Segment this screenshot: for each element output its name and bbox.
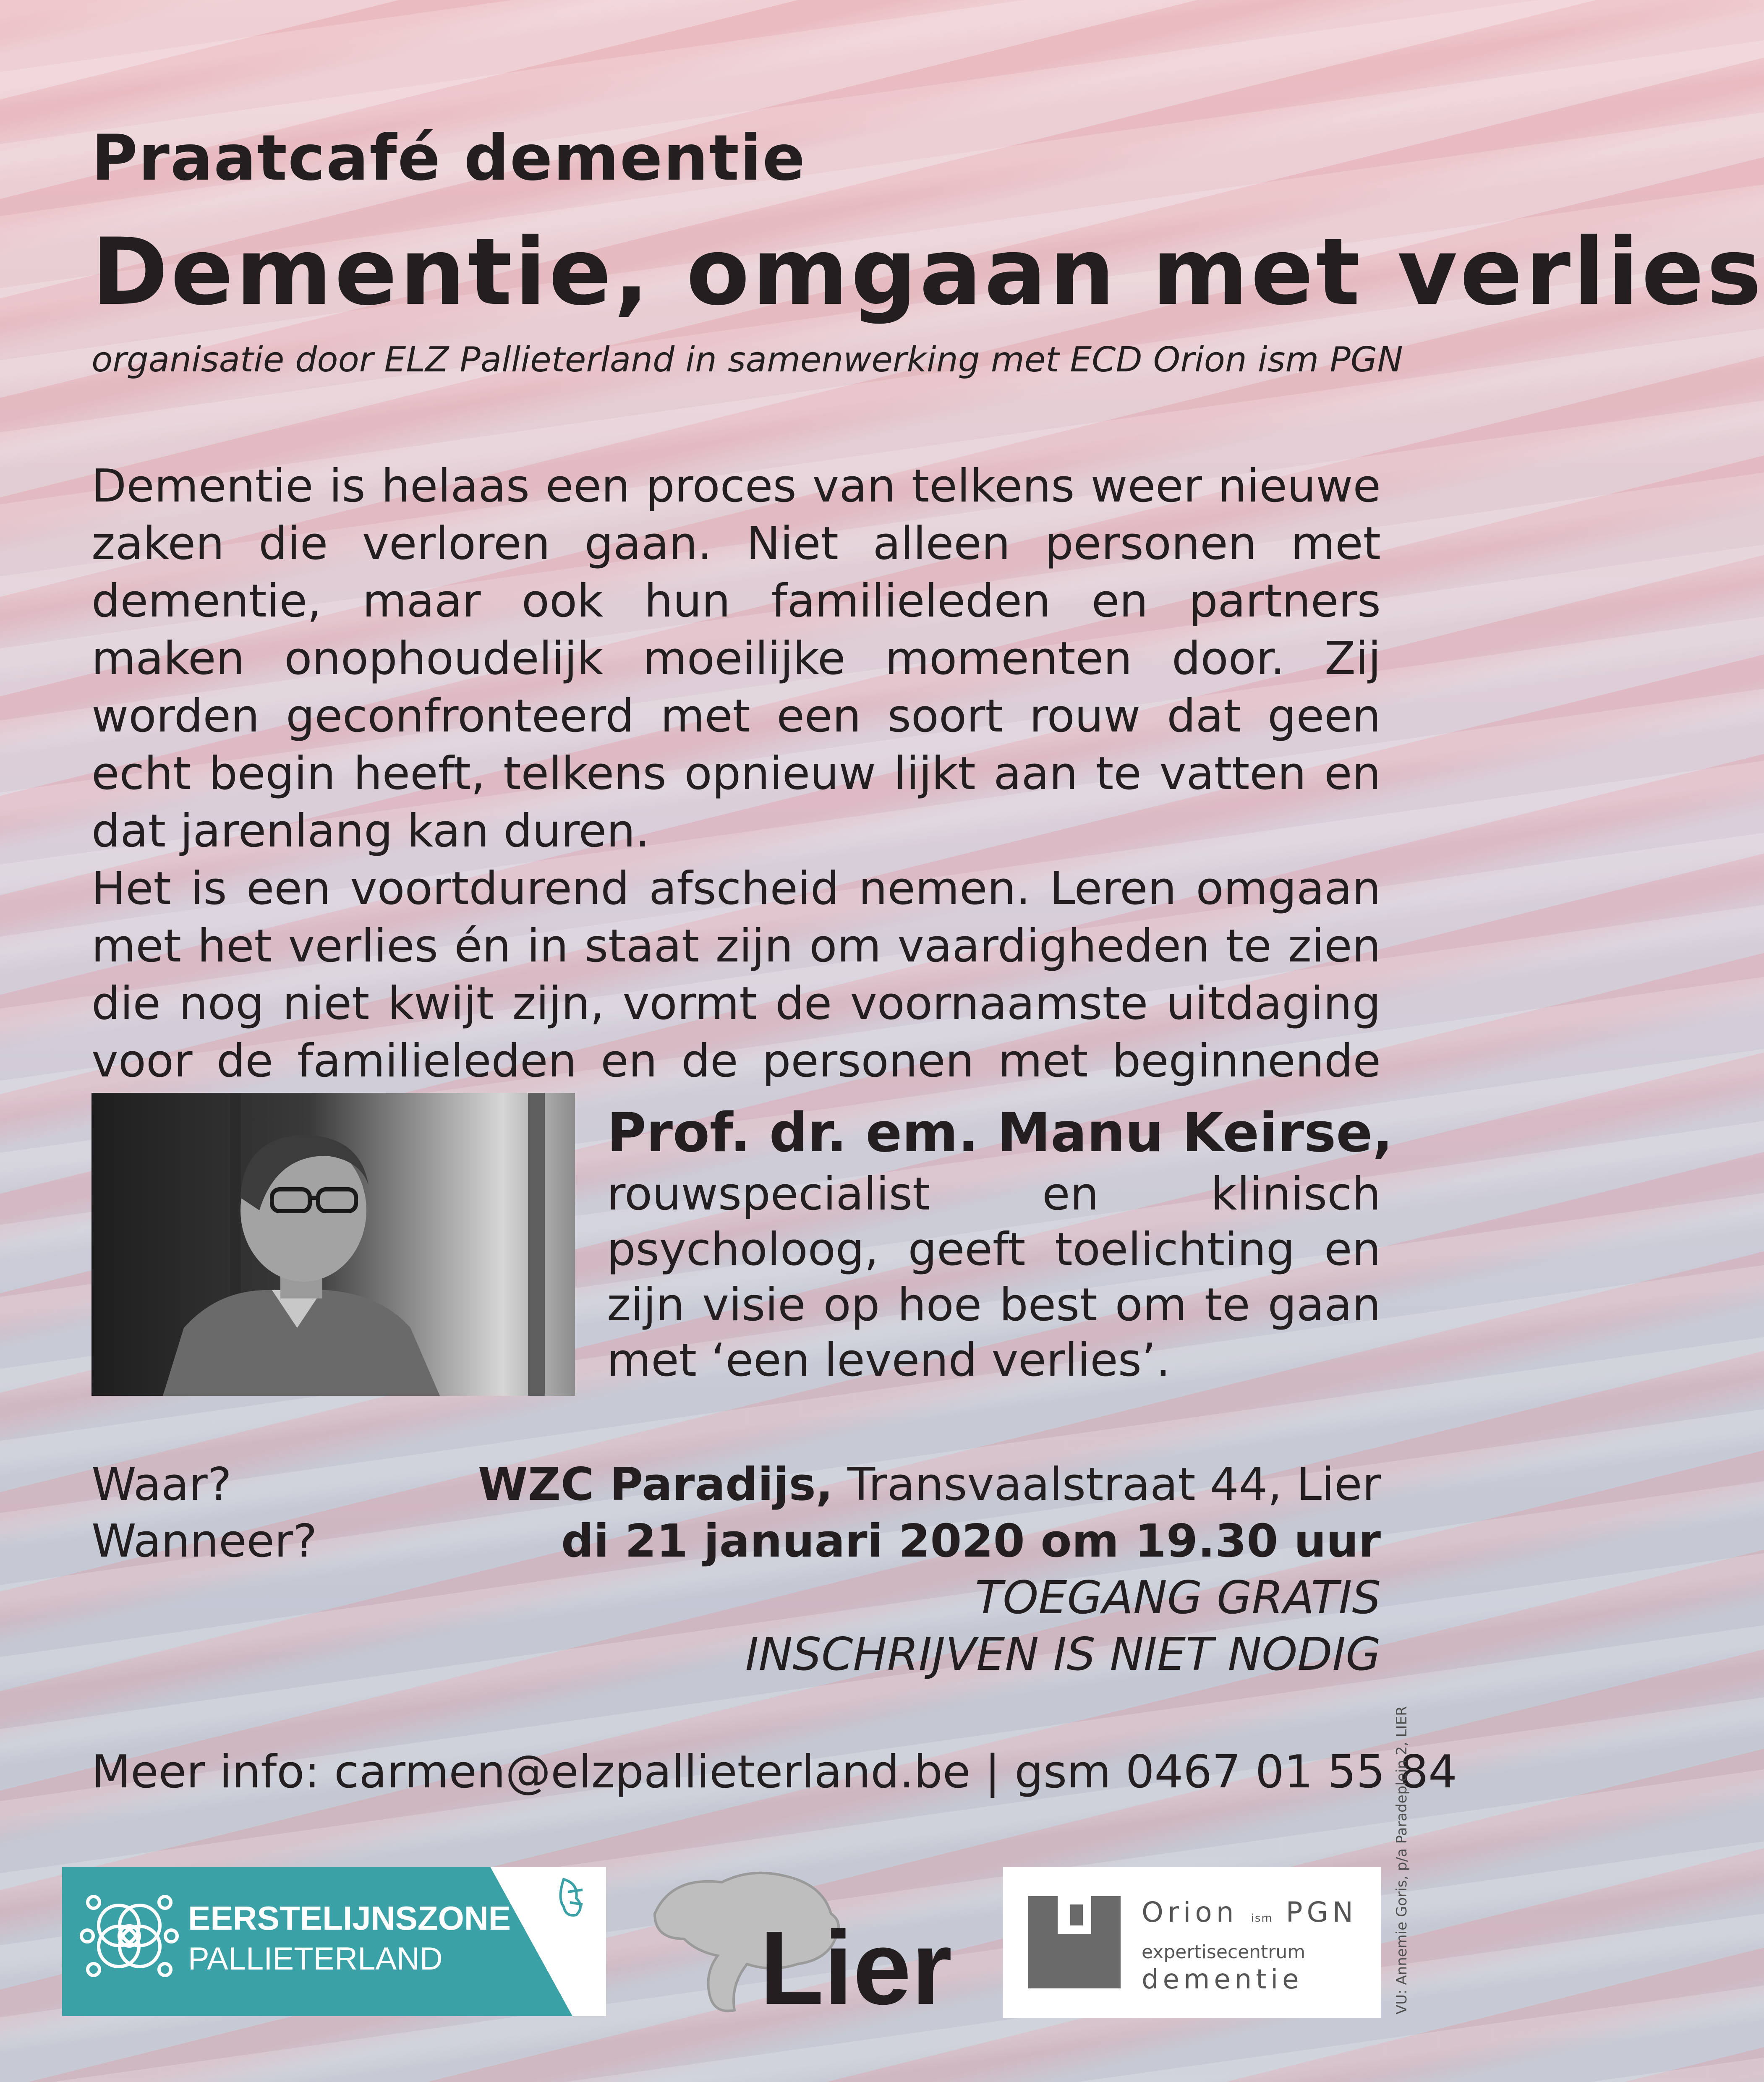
speaker-photo xyxy=(91,1093,575,1396)
registration-note: INSCHRIJVEN IS NIET NODIG xyxy=(745,1628,1381,1681)
lier-wordmark: Lier xyxy=(760,1909,952,2026)
orion-pgn: PGN xyxy=(1286,1896,1358,1928)
event-details xyxy=(478,1456,1381,1683)
admission-note: TOEGANG GRATIS xyxy=(975,1572,1381,1624)
responsible-publisher: VU: Annemie Goris, p/a Paradeplein 2, LIER xyxy=(1393,1706,1410,2014)
where-label: Waar? xyxy=(91,1458,232,1511)
orion-building-icon xyxy=(1028,1896,1121,1988)
lier-city-logo xyxy=(646,1859,957,2027)
elz-logo-line1: EERSTELIJNSZONE xyxy=(188,1899,511,1937)
speaker-name: Prof. dr. em. Manu Keirse, xyxy=(607,1102,1393,1164)
orion-dementie: dementie xyxy=(1142,1964,1303,1995)
elz-logo-line2: PALLIETERLAND xyxy=(188,1941,443,1977)
page-title: Dementie, omgaan met verlies xyxy=(91,218,1764,326)
portrait-image xyxy=(91,1093,575,1396)
orion-name-line xyxy=(1142,1896,1357,1928)
organizer-subtitle: organisatie door ELZ Pallieterland in samenwerking met ECD Orion ism PGN xyxy=(91,340,1403,380)
elz-pallieterland-logo xyxy=(62,1867,606,2016)
orion-logo xyxy=(1003,1867,1381,2018)
contact-info: Meer info: carmen@elzpallieterland.be | gsm 0467 01 55 84 xyxy=(91,1746,1457,1798)
intro-text xyxy=(91,457,1381,1147)
speaker-description: rouwspecialist en klinisch psycholoog, geeft toelichting en zijn visie op hoe best om te gaan met ‘een levend verlies’. xyxy=(607,1168,1381,1387)
orion-subtitle: expertisecentrum xyxy=(1142,1941,1306,1963)
intro-paragraph-1: Dementie is helaas een proces van telkens weer nieuwe zaken die verloren gaan. Niet alleen personen met dementie, maar ook hun familieleden en partners maken onophoudelijk moeilijke momenten door. Zij worden geconfronteerd met een soort rouw dat geen echt begin heeft, telkens opnieuw lijkt aan te vatten en dat jarenlang kan duren. xyxy=(91,460,1381,857)
when-label: Wanneer? xyxy=(91,1515,317,1567)
speaker-info xyxy=(607,1100,1393,1388)
orion-ism: ism xyxy=(1251,1912,1273,1925)
venue-line xyxy=(478,1456,1381,1513)
event-datetime: di 21 januari 2020 om 19.30 uur xyxy=(561,1515,1381,1567)
orion-name: Orion xyxy=(1142,1896,1238,1928)
intro-paragraph-2: Het is een voortdurend afscheid nemen. Leren omgaan met het verlies én in staat zijn om vaardigheden te zien die nog niet kwijt zijn, vormt de voornaamste uitdaging voor de familieleden en de personen met beginnende xyxy=(91,862,1381,1087)
event-series-title: Praatcafé dementie xyxy=(91,122,806,195)
venue-address: Transvaalstraat 44, Lier xyxy=(847,1458,1381,1511)
event-labels xyxy=(91,1456,317,1570)
venue-name: WZC Paradijs, xyxy=(478,1458,833,1511)
